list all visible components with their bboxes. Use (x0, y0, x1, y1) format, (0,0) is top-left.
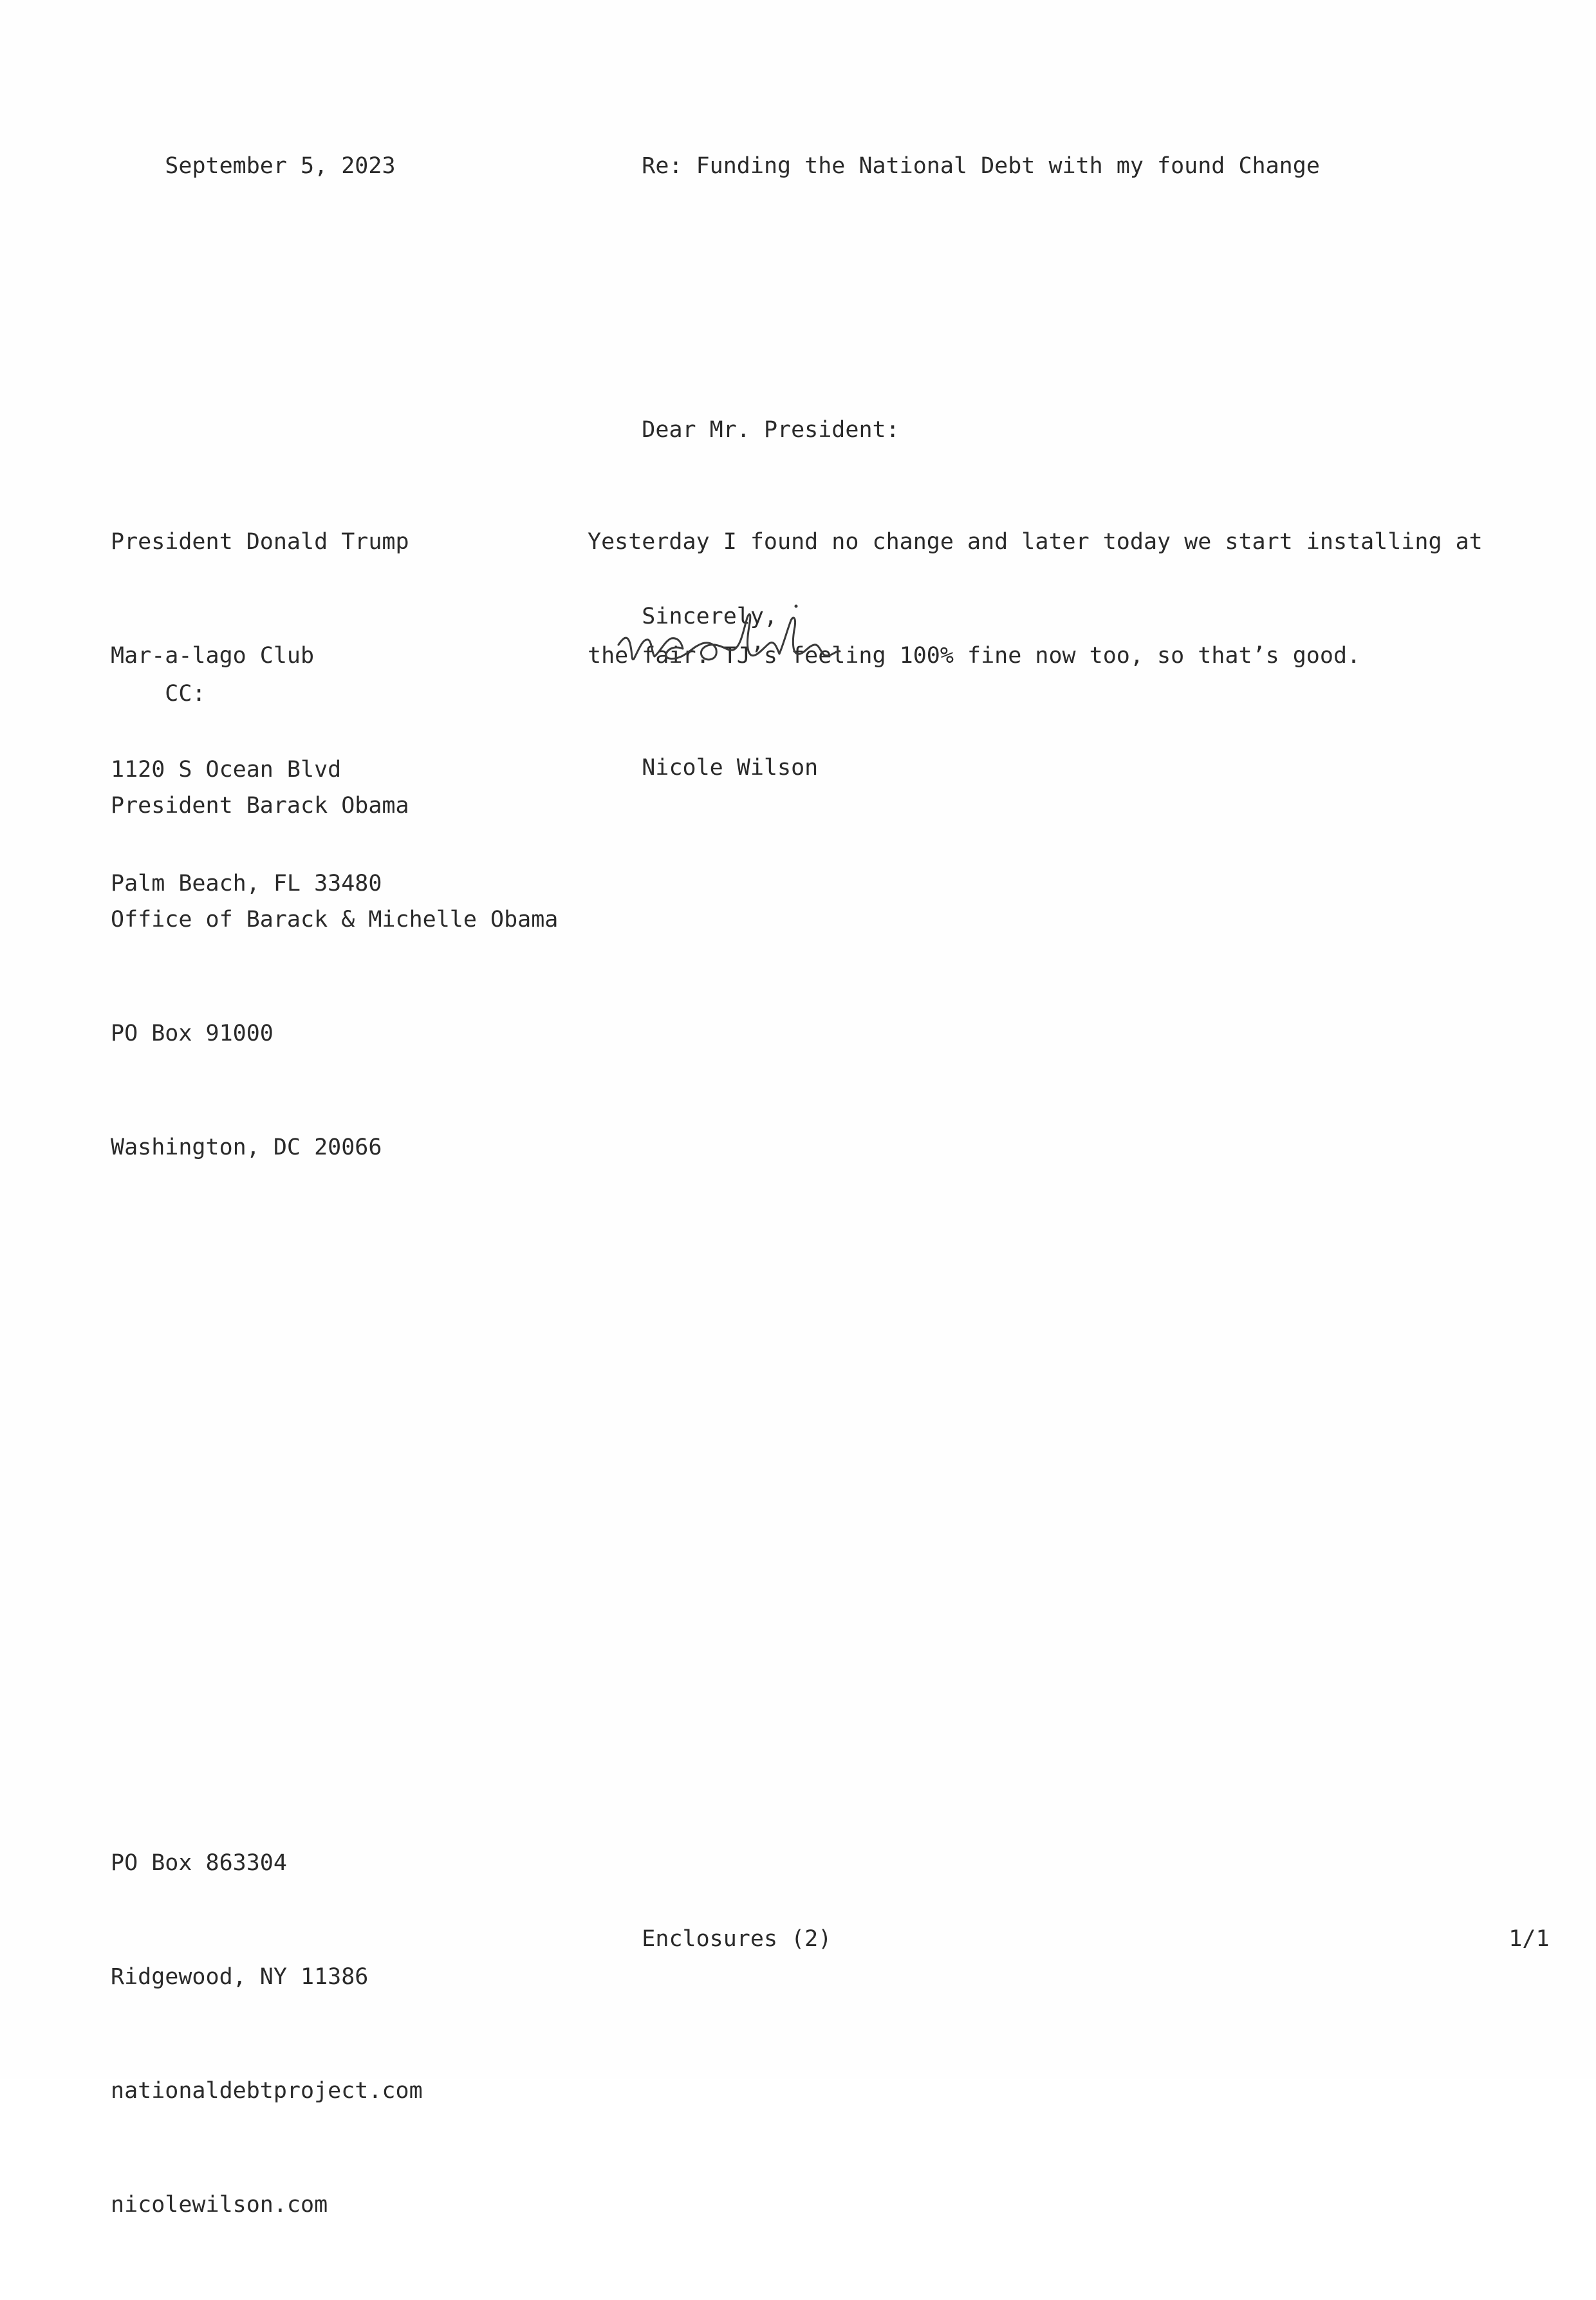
enclosures-note: Enclosures (2) (642, 1926, 832, 1952)
cc-line: Washington, DC 20066 (111, 1135, 382, 1160)
signer-name: Nicole Wilson (642, 755, 819, 781)
sender-address (111, 1768, 423, 2300)
cc-address (111, 711, 558, 1243)
recipient-line: Mar-a-lago Club (111, 643, 315, 669)
recipient-line: Palm Beach, FL 33480 (111, 871, 382, 896)
signature-image (615, 592, 923, 689)
sender-line: Ridgewood, NY 11386 (111, 1964, 369, 1990)
cc-line: PO Box 91000 (111, 1021, 274, 1046)
recipient-line: 1120 S Ocean Blvd (111, 757, 342, 783)
page-number: 1/1 (1508, 1926, 1550, 1952)
sender-line: nationaldebtproject.com (111, 2078, 423, 2104)
letter-date: September 5, 2023 (165, 153, 396, 179)
recipient-line: President Donald Trump (111, 529, 409, 555)
cc-line: President Barack Obama (111, 793, 409, 819)
letter-subject: Re: Funding the National Debt with my found Change (642, 153, 1320, 179)
cc-label: CC: (165, 681, 206, 707)
closing: Sincerely, (642, 604, 778, 629)
salutation: Dear Mr. President: (642, 417, 900, 443)
cc-line: Office of Barack & Michelle Obama (111, 907, 559, 932)
sender-line: PO Box 863304 (111, 1850, 287, 1876)
body-line: the fair. TJ’s feeling 100% fine now too, so that’s good. (588, 643, 1361, 669)
sender-line: nicolewilson.com (111, 2192, 328, 2218)
body-line: Yesterday I found no change and later today we start installing at (588, 529, 1483, 555)
